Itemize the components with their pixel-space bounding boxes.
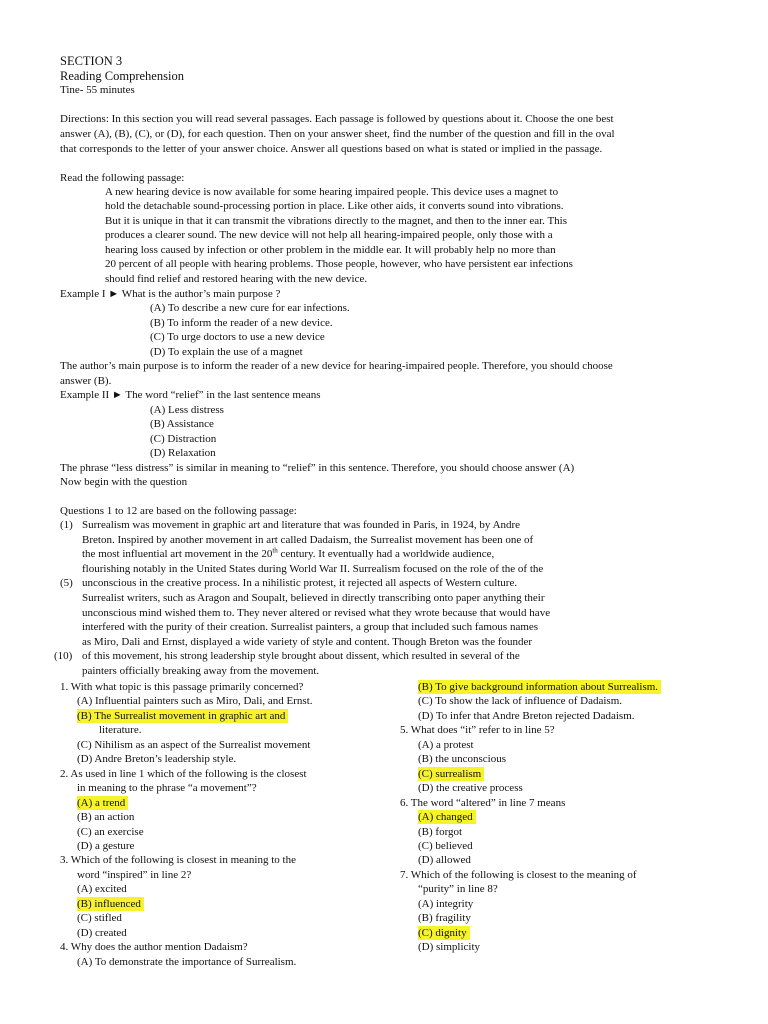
passage-line: A new hearing device is now available for some hearing impaired people. This device uses a magnet to xyxy=(105,186,559,198)
question-text: 5. What does “it” refer to in line 5? xyxy=(400,724,555,737)
example-option: (C) To urge doctors to use a new device xyxy=(150,331,325,343)
answer-option-highlighted: (C) surrealism xyxy=(418,767,484,781)
section-heading: SECTION 3 xyxy=(60,54,123,68)
question-text: 1. With what topic is this passage primarily concerned? xyxy=(60,681,304,693)
question-text: 6. The word “altered” in line 7 means xyxy=(400,796,566,809)
passage-line: flourishing notably in the United States during World War II. Surrealism focused on the role of the of the xyxy=(82,562,544,575)
answer-option: (D) Andre Breton’s leadership style. xyxy=(77,753,237,766)
answer-option-highlighted: (B) To give background information about Surrealism. xyxy=(418,680,661,694)
passage-line: hearing loss caused by infection or other problem in the middle ear. It will probably help no more than xyxy=(105,244,556,256)
answer-option-highlighted: (C) dignity xyxy=(418,926,470,940)
directions-line: answer (A), (B), (C), or (D), for each question. Then on your answer sheet, find the number of the question and fill in the oval xyxy=(60,128,615,140)
answer-option: (B) forgot xyxy=(418,825,463,838)
passage-intro: Questions 1 to 12 are based on the following passage: xyxy=(60,505,297,517)
passage-line: hold the detachable sound-processing portion in place. Like other aids, it converts sound into vibrations. xyxy=(105,200,564,212)
section-title: Reading Comprehension xyxy=(60,69,184,83)
passage-line: But it is unique in that it can transmit the vibrations directly to the magnet, and then to the inner ear. This xyxy=(105,215,568,227)
passage-line: as Miro, Dali and Ernst, displayed a wide variety of style and content. Though Breton was the founder xyxy=(82,635,533,648)
time-limit: Tine- 55 minutes xyxy=(60,84,135,96)
passage-line: interfered with the purity of their creation. Surrealist painters, a group that included such famous names xyxy=(82,621,539,634)
answer-option: (D) created xyxy=(77,926,127,939)
answer-option-highlighted: (B) The Surrealist movement in graphic art and xyxy=(77,709,288,723)
example-prompt: Example II ► The word “relief” in the last sentence means xyxy=(60,389,321,401)
directions-line: that corresponds to the letter of your answer choice. Answer all questions based on what is stated or implied in the passage. xyxy=(60,143,603,155)
answer-option: (A) Influential painters such as Miro, Dali, and Ernst. xyxy=(77,695,313,708)
answer-option: (B) an action xyxy=(77,811,135,824)
passage-line: of this movement, his strong leadership style brought about dissent, which resulted in several of the xyxy=(82,650,520,663)
answer-option: (A) To demonstrate the importance of Surrealism. xyxy=(77,955,297,968)
line-number: (10) xyxy=(54,650,73,663)
example-option: (B) To inform the reader of a new device. xyxy=(150,317,333,329)
answer-option: (C) Nihilism as an aspect of the Surrealist movement xyxy=(77,738,311,751)
answer-option: (A) excited xyxy=(77,883,127,896)
answer-option: (B) the unconscious xyxy=(418,753,506,766)
line-number: (1) xyxy=(60,519,73,531)
answer-option: in meaning to the phrase “a movement”? xyxy=(77,782,257,795)
question-text: 4. Why does the author mention Dadaism? xyxy=(60,941,248,954)
passage-line: unconscious mind wished them to. They never altered or revised what they wrote because that would have xyxy=(82,606,551,619)
example-explanation: Now begin with the question xyxy=(60,476,188,488)
passage-line: painters officially breaking away from the movement. xyxy=(82,665,320,677)
answer-option: (A) a protest xyxy=(418,738,474,751)
answer-option: (D) a gesture xyxy=(77,839,135,852)
passage-line: should find relief and restored hearing with the new device. xyxy=(105,273,368,285)
passage-line: the most influential art movement in the 20th century. It eventually had a worldwide audience, xyxy=(82,546,495,561)
example-prompt: Example I ► What is the author’s main purpose ? xyxy=(60,288,281,300)
passage-line: unconscious in the creative process. In a nihilistic protest, it rejected all aspects of Western culture. xyxy=(82,577,518,590)
answer-option-highlighted: (A) a trend xyxy=(77,796,128,810)
answer-option: (C) believed xyxy=(418,839,473,852)
example-option: (D) To explain the use of a magnet xyxy=(150,346,303,358)
example-option: (A) Less distress xyxy=(150,404,224,416)
example-option: (C) Distraction xyxy=(150,433,217,445)
directions-line: Directions: In this section you will read several passages. Each passage is followed by questions about it. Choose the one best xyxy=(60,113,614,125)
answer-option: literature. xyxy=(99,724,142,737)
question-text: 2. As used in line 1 which of the following is the closest xyxy=(60,767,307,780)
example-explanation: The author’s main purpose is to inform the reader of a new device for hearing-impaired people. Therefore, you should choose xyxy=(60,360,613,372)
answer-option: (A) integrity xyxy=(418,897,474,910)
answer-option-highlighted: (B) influenced xyxy=(77,897,144,911)
answer-option-highlighted: (A) changed xyxy=(418,810,476,824)
line-number: (5) xyxy=(60,577,73,590)
answer-option: (B) fragility xyxy=(418,912,471,925)
answer-option: (C) To show the lack of influence of Dadaism. xyxy=(418,695,622,708)
superscript: th xyxy=(272,546,278,555)
answer-option: word “inspired” in line 2? xyxy=(77,868,192,881)
passage-line: produces a clearer sound. The new device will not help all hearing-impaired people, only those with a xyxy=(105,229,553,241)
example-option: (D) Relaxation xyxy=(150,447,216,459)
passage-line: Surrealism was movement in graphic art and literature that was founded in Paris, in 1924, by Andre xyxy=(82,519,521,531)
question-text: 7. Which of the following is closest to the meaning of xyxy=(400,868,637,881)
answer-option: (D) simplicity xyxy=(418,941,481,954)
passage-line: Breton. Inspired by another movement in art called Dadaism, the Surrealist movement has been one of xyxy=(82,533,534,546)
sample-intro: Read the following passage: xyxy=(60,172,185,184)
answer-option: “purity” in line 8? xyxy=(418,883,498,896)
passage-line: 20 percent of all people with hearing problems. Those people, however, who have persistent ear infections xyxy=(105,258,573,270)
question-text: 3. Which of the following is closest in meaning to the xyxy=(60,854,296,867)
example-option: (B) Assistance xyxy=(150,418,214,430)
example-explanation: answer (B). xyxy=(60,375,112,387)
answer-option: (C) an exercise xyxy=(77,825,144,838)
example-option: (A) To describe a new cure for ear infections. xyxy=(150,302,350,314)
answer-option: (C) stifled xyxy=(77,912,122,925)
answer-option: (D) the creative process xyxy=(418,782,523,795)
answer-option: (D) To infer that Andre Breton rejected Dadaism. xyxy=(418,709,635,722)
example-explanation: The phrase “less distress” is similar in meaning to “relief” in this sentence. Therefore, you should choose answer (A) xyxy=(60,462,575,474)
passage-line: Surrealist writers, such as Aragon and Soupalt, believed in directly transcribing onto paper anything their xyxy=(82,592,545,604)
answer-option: (D) allowed xyxy=(418,854,471,867)
